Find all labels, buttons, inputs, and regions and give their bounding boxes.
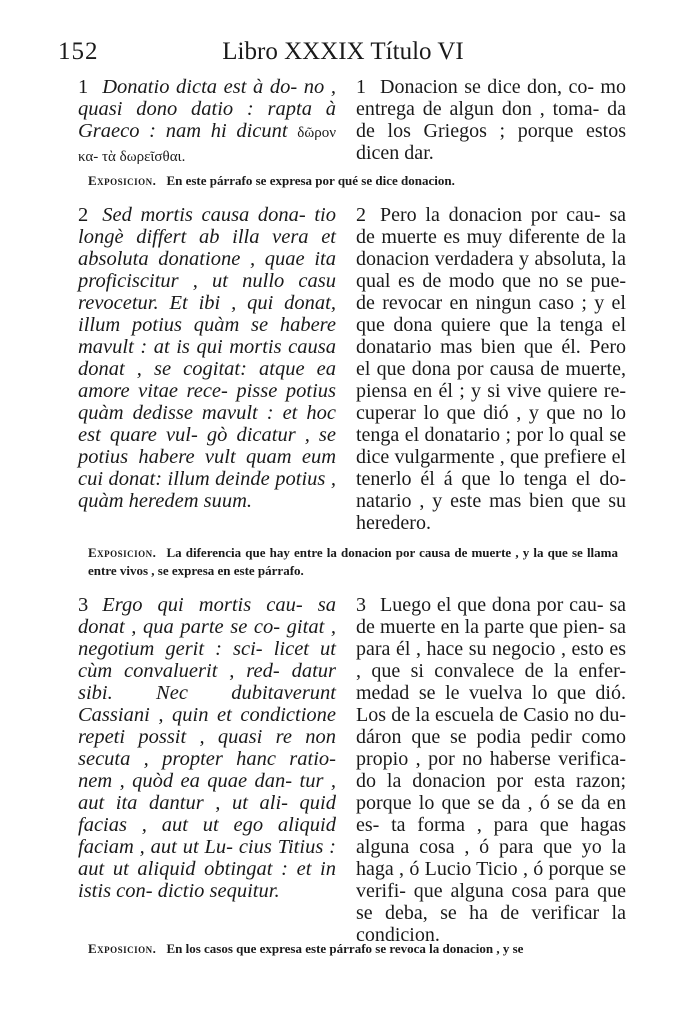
latin-column (78, 76, 336, 168)
spanish-column (356, 594, 626, 946)
spanish-text: Luego el que dona por cau- sa de muerte en la parte que pien- sa para él , hace su negocio , esto es , que si convalece de la enfer- medad se le vuelva lo que dió. Los de la escuela de Casio no du- dáron que se podia pedir como propio , por no haberse verifica- do la donacion por esta razon; porque lo que se da , ó se da en es- ta forma , para que hagas alguna cosa , ó para que yo la haga , ó Lucio Ticio , ó porque se verifi- que alguna cosa para que se deba, se ha de verificar la condicion. (356, 594, 626, 946)
paragraph-number: 3 (356, 594, 366, 616)
exposicion-1 (88, 172, 618, 190)
page-number: 152 (58, 38, 99, 65)
exposicion-text: La diferencia que hay entre la donacion por causa de muerte , y la que se llama entre vivos , se expresa en este párrafo. (88, 545, 618, 578)
exposicion-label: Exposicion. (88, 545, 157, 560)
page-header (58, 38, 628, 72)
paragraph-2 (78, 204, 626, 534)
paragraph-number: 2 (78, 204, 89, 226)
paragraph-number: 1 (356, 76, 366, 98)
latin-text: Ergo qui mortis cau- sa donat , qua parte se co- gitat , negotium gerit : sci- licet ut cùm convaluerit , red- datur sibi. Nec dubitaverunt Cassiani , quin et condictione repeti possit , quasi re non secuta , propter hanc ratio- nem , quòd ea quae dan- tur , aut ita dantur , ut ali- quid facias , aut ut ego aliquid faciam , aut ut Lu- cius Titius : aut ut aliquid obtingat : et in istis con- dictio sequitur. (78, 594, 336, 902)
paragraph-number: 3 (78, 594, 89, 616)
greek-text: δῶρον κα- τὰ δωρεῖσθαι. (78, 125, 337, 165)
latin-text: Donatio dicta est à do- no , quasi dono datio : rapta à Graeco : nam hi dicunt (78, 76, 336, 142)
running-head: Libro XXXIX Título VI (222, 38, 464, 65)
spanish-column (356, 204, 626, 534)
latin-column (78, 594, 336, 902)
latin-column (78, 204, 336, 512)
exposicion-2 (88, 544, 618, 580)
exposicion-label: Exposicion. (88, 941, 157, 956)
spanish-text: Donacion se dice don, co- mo entrega de algun don , toma- da de los Griegos ; porque estos dicen dar. (356, 76, 626, 164)
latin-text: Sed mortis causa dona- tio longè differt ab illa vera et absoluta donatione , quae ita proficiscitur , ut nullo casu revocetur. Et ibi , qui donat, illum potius quàm se habere mavult : at is qui mortis causa donat , se cogitat: atque ea amore vitae rece- pisse potius quàm dedisse mavult : et hoc est quare vul- gò dicatur , se potius habere vult quam eum cui donat: illum deinde potius , quàm heredem suum. (78, 204, 336, 512)
paragraph-1 (78, 76, 626, 166)
paragraph-number: 2 (356, 204, 366, 226)
exposicion-text: En los casos que expresa este párrafo se revoca la donacion , y se (166, 941, 524, 956)
paragraph-3 (78, 594, 626, 946)
exposicion-label: Exposicion. (88, 173, 157, 188)
exposicion-3 (88, 940, 618, 958)
paragraph-number: 1 (78, 76, 89, 98)
spanish-column (356, 76, 626, 164)
exposicion-text: En este párrafo se expresa por qué se dice donacion. (166, 173, 455, 188)
spanish-text: Pero la donacion por cau- sa de muerte es muy diferente de la donacion verdadera y absoluta, la qual es de modo que no se pue- de revocar en ningun caso ; y el que dona quiere que la tenga el donatario mas bien que él. Pero el que dona por causa de muerte, piensa en él ; y si vive quiere re- cuperar lo que dió , y que no lo tenga el donatario ; por lo qual se dice vulgarmente , que prefiere el tenerlo él á que lo tenga el do- natario , y este mas bien que su heredero. (356, 204, 626, 534)
